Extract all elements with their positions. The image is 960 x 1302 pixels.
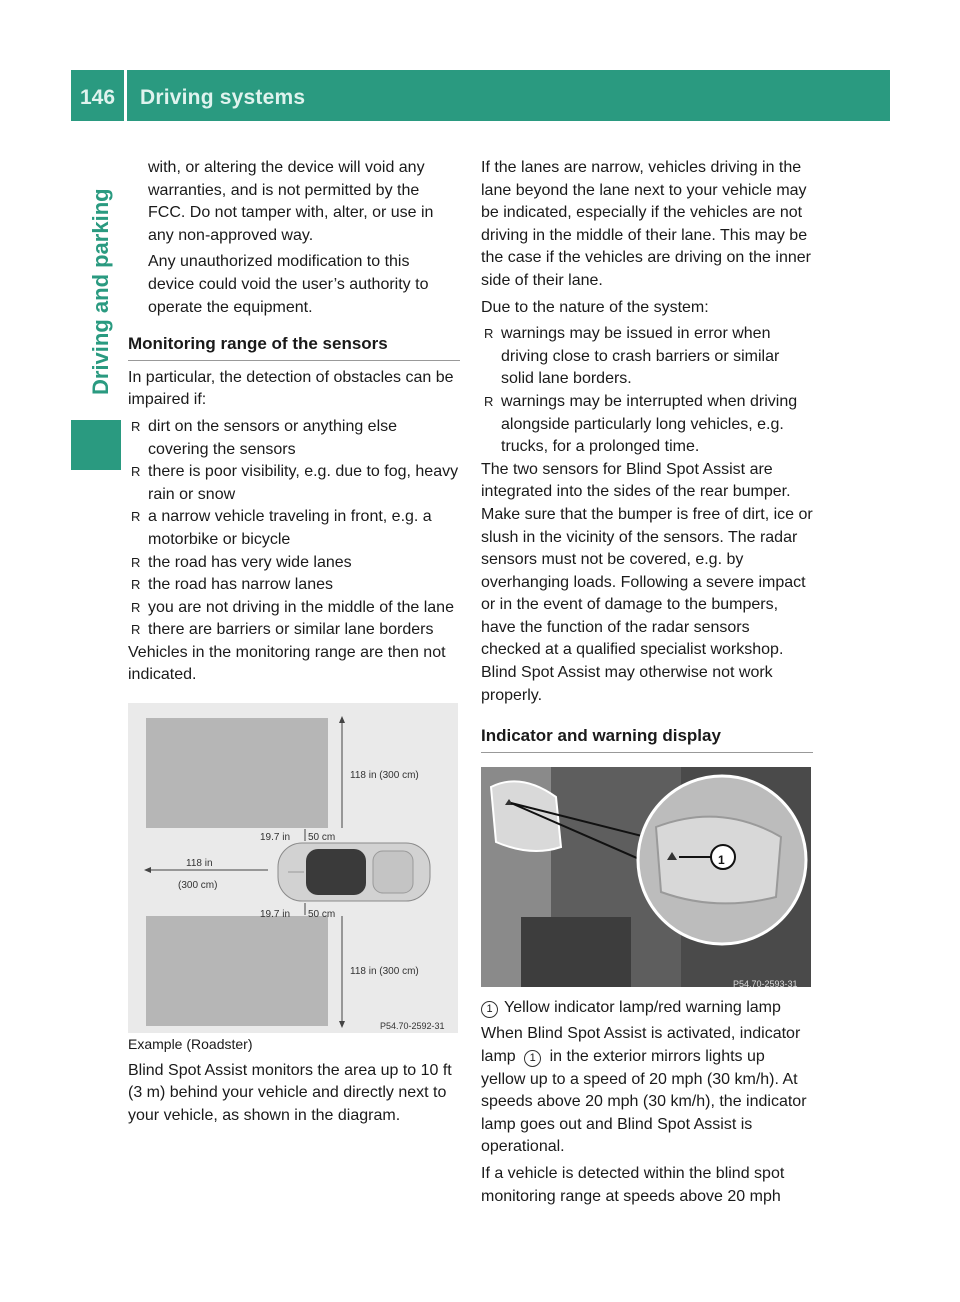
list-item: R you are not driving in the middle of the lane	[128, 597, 460, 620]
bullet-icon: R	[484, 393, 494, 409]
page-number: 146	[80, 86, 116, 109]
list-item: R there is poor visibility, e.g. due to fog, heavy rain or snow	[131, 463, 459, 503]
list-item: R the road has narrow lanes	[128, 574, 460, 597]
page-title: Driving systems	[140, 86, 306, 109]
body-paragraph: Due to the nature of the system:	[481, 298, 709, 316]
diagram-label: 50 cm	[308, 909, 336, 921]
section-heading: Monitoring range of the sensors	[128, 333, 460, 361]
bullet-icon: R	[484, 326, 494, 342]
car-top-view	[278, 843, 430, 901]
right-column	[481, 157, 813, 1212]
diagram-label: 118 in (300 cm)	[350, 770, 419, 782]
mirror-indicator-photo	[481, 767, 811, 987]
bullet-icon: R	[131, 622, 141, 638]
side-tab-marker	[71, 420, 121, 470]
left-column	[128, 157, 460, 1131]
body-paragraph: Blind Spot Assist monitors the area up to 10 ft (3 m) behind your vehicle and directly next to your vehicle, as shown in the diagram.	[128, 1061, 452, 1124]
photo-drawing	[481, 767, 811, 987]
monitoring-range-diagram	[128, 703, 458, 1033]
callout-number-icon: 1	[524, 1050, 541, 1067]
diagram-label: 19.7 in	[260, 832, 291, 844]
callout-number-icon: 1	[481, 1001, 498, 1018]
list-item: R there are barriers or similar lane borders	[128, 619, 460, 642]
list-item: R a narrow vehicle traveling in front, e.g. a motorbike or bicycle	[131, 508, 432, 548]
bullet-icon: R	[131, 599, 141, 615]
intro-paragraph: Any unauthorized modification to this device could void the user’s authority to operate the equipment.	[148, 253, 429, 316]
body-paragraph: When Blind Spot Assist is activated, indicator lamp 1 in the exterior mirrors lights up yellow up to a speed of 20 mph (30 km/h). At speeds above 20 mph (30 km/h), the indicator lamp goes out and Blind Spot Assist is operational.	[481, 1025, 807, 1156]
intro-paragraph: with, or altering the device will void any warranties, and is not permitted by the FCC. Do not tamper with, alter, or use in any non-approved way.	[148, 159, 434, 244]
figure-code: P54.70-2593-31	[733, 978, 798, 987]
diagram-label: 118 in	[186, 858, 213, 870]
list-item: R warnings may be interrupted when driving alongside particularly long vehicles, e.g. trucks, for a prolonged time.	[484, 392, 798, 456]
callout-1-marker: 1	[718, 852, 725, 867]
figure-code: P54.70-2592-31	[380, 1021, 445, 1032]
side-tab-label: Driving and parking	[88, 188, 113, 395]
list-item: R dirt on the sensors or anything else covering the sensors	[131, 417, 398, 458]
diagram-label: 19.7 in	[260, 909, 291, 921]
list-item: R warnings may be issued in error when driving close to crash barriers or similar solid lane borders.	[484, 325, 780, 388]
diagram-label: 50 cm	[308, 832, 336, 844]
body-paragraph: If the lanes are narrow, vehicles driving in the lane beyond the lane next to your vehicle may be indicated, especially if the vehicles are not driving in the middle of their lane. This may be the case if the vehicles are driving on the inner side of their lane.	[481, 159, 811, 289]
header-divider	[124, 70, 127, 121]
diagram-label: 118 in (300 cm)	[350, 966, 419, 978]
body-paragraph: If a vehicle is detected within the blind spot monitoring range at speeds above 20 mph	[481, 1165, 785, 1205]
diagram-label: (300 cm)	[178, 880, 218, 892]
body-paragraph: The two sensors for Blind Spot Assist are integrated into the sides of the rear bumper. Make sure that the bumper is free of dirt, ice or slush in the vicinity of the sensors. The radar sensors must not be covered, e.g. by overhanging loads. Following a severe impact or in the event of damage to the bumpers, have the function of the radar sensors checked at a qualified specialist workshop. Blind Spot Assist may otherwise not work properly.	[481, 460, 813, 704]
closing-paragraph: Vehicles in the monitoring range are then not indicated.	[128, 643, 446, 684]
list-item: R the road has very wide lanes	[128, 552, 460, 575]
section-heading: Indicator and warning display	[481, 725, 813, 753]
bullet-icon: R	[131, 509, 141, 525]
bullet-icon: R	[131, 418, 141, 434]
bullet-icon: R	[131, 577, 141, 593]
figure-caption: Example (Roadster)	[128, 1036, 253, 1053]
section-intro: In particular, the detection of obstacles can be impaired if:	[128, 368, 454, 409]
callout-legend: 1 Yellow indicator lamp/red warning lamp	[481, 997, 813, 1020]
bullet-icon: R	[131, 554, 141, 570]
bullet-icon: R	[131, 464, 141, 480]
